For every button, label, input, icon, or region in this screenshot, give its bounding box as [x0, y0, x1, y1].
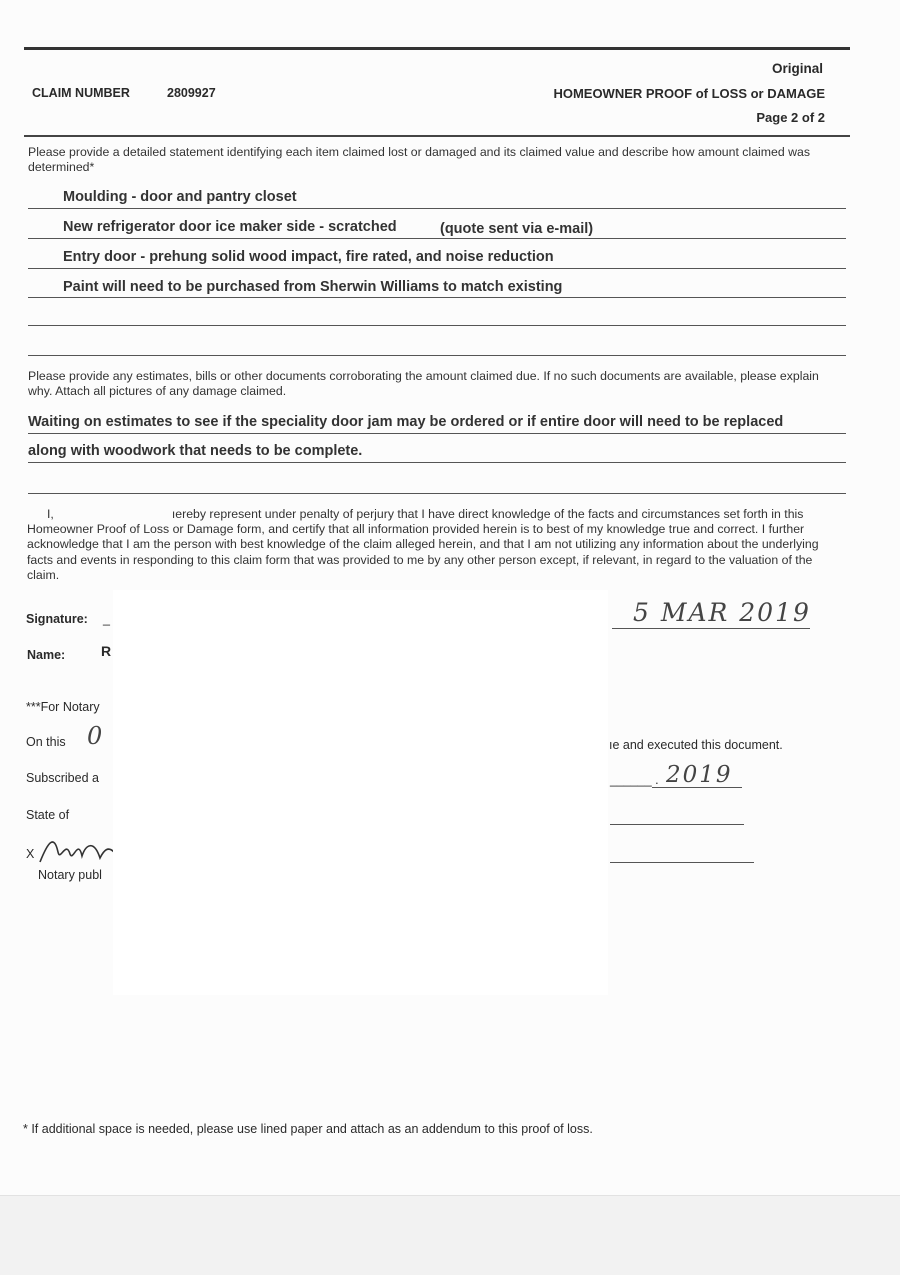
name-label: Name:	[27, 648, 66, 662]
documents-instruction: Please provide any estimates, bills or other documents corroborating the amount claimed due. If no such documents are available, please explain why. Attach all pictures of any damage claimed.	[28, 369, 819, 398]
statement-item-4: Paint will need to be purchased from Sherwin Williams to match existing	[63, 279, 563, 295]
claim-number: 2809927	[167, 86, 216, 100]
form-title: HOMEOWNER PROOF of LOSS or DAMAGE	[553, 86, 825, 101]
footnote: * If additional space is needed, please use lined paper and attach as an addendum to this proof of loss.	[23, 1122, 593, 1136]
page-bottom-margin	[0, 1195, 900, 1275]
statement-line-3	[28, 268, 846, 269]
year-prefix: ______ .	[610, 773, 659, 787]
statement-line-4	[28, 297, 846, 298]
header-top-rule	[24, 47, 850, 50]
signature-blank: _	[103, 612, 110, 626]
documents-line-2: along with woodwork that needs to be complete.	[28, 443, 363, 459]
county-line	[610, 824, 744, 825]
documents-rule-1	[28, 433, 846, 434]
signature-label: Signature:	[26, 612, 88, 626]
attestation-paragraph	[27, 507, 842, 583]
statement-instruction: Please provide a detailed statement identifying each item claimed lost or damaged and its claimed value and describe how amount claimed was determined*	[28, 145, 810, 174]
executed-statement-tail: ıe and executed this document.	[609, 738, 783, 752]
date-line	[612, 628, 810, 629]
statement-line-1	[28, 208, 846, 209]
subscribed-label: Subscribed a	[26, 771, 99, 785]
on-this-label: On this	[26, 735, 66, 749]
redacted-region	[113, 590, 608, 995]
documents-rule-3	[28, 493, 846, 494]
page-indicator: Page 2 of 2	[756, 110, 825, 125]
documents-rule-2	[28, 462, 846, 463]
header-bottom-rule	[24, 135, 850, 137]
year-line	[652, 787, 742, 788]
state-of-label: State of	[26, 808, 70, 822]
notary-x-mark: X	[26, 847, 35, 861]
year-handwritten: 2019	[666, 762, 733, 788]
notary-heading-partial: ***For Notary	[26, 700, 100, 714]
name-value-partial: R	[101, 643, 112, 659]
statement-item-1: Moulding - door and pantry closet	[63, 189, 297, 205]
statement-item-3: Entry door - prehung solid wood impact, fire rated, and noise reduction	[63, 249, 554, 265]
attestation-text: ıereby represent under penalty of perjury that I have direct knowledge of the facts and circumstances set forth in this Homeowner Proof of Loss or Damage form, and certify that all information provided herein is to best of my knowledge true and correct. I further acknowledge that I am the person with best knowledge of the claim alleged herein, and that I am not utilizing any information about the underlying facts and events in responding to this claim form that was provided to me by any other person except, if relevant, in regard to the valuation of the claim.	[27, 507, 819, 582]
statement-line-6	[28, 355, 846, 356]
notary-public-label: Notary publ	[38, 868, 102, 882]
statement-line-2	[28, 238, 846, 239]
signature-date-handwritten: 5 MAR 2019	[633, 598, 811, 627]
copy-label: Original	[771, 61, 823, 76]
on-this-day-handwritten: 0	[87, 722, 105, 750]
documents-line-1: Waiting on estimates to see if the speciality door jam may be ordered or if entire door will need to be replaced	[28, 414, 784, 430]
statement-item-note: (quote sent via e-mail)	[440, 221, 594, 237]
statement-item-2: New refrigerator door ice maker side - scratched	[63, 219, 397, 235]
statement-line-5	[28, 325, 846, 326]
attestation-prefix: I,	[47, 507, 54, 521]
notary-signature-scribble	[38, 832, 116, 868]
claim-number-label: CLAIM NUMBER	[32, 86, 130, 100]
commission-line	[610, 862, 754, 863]
